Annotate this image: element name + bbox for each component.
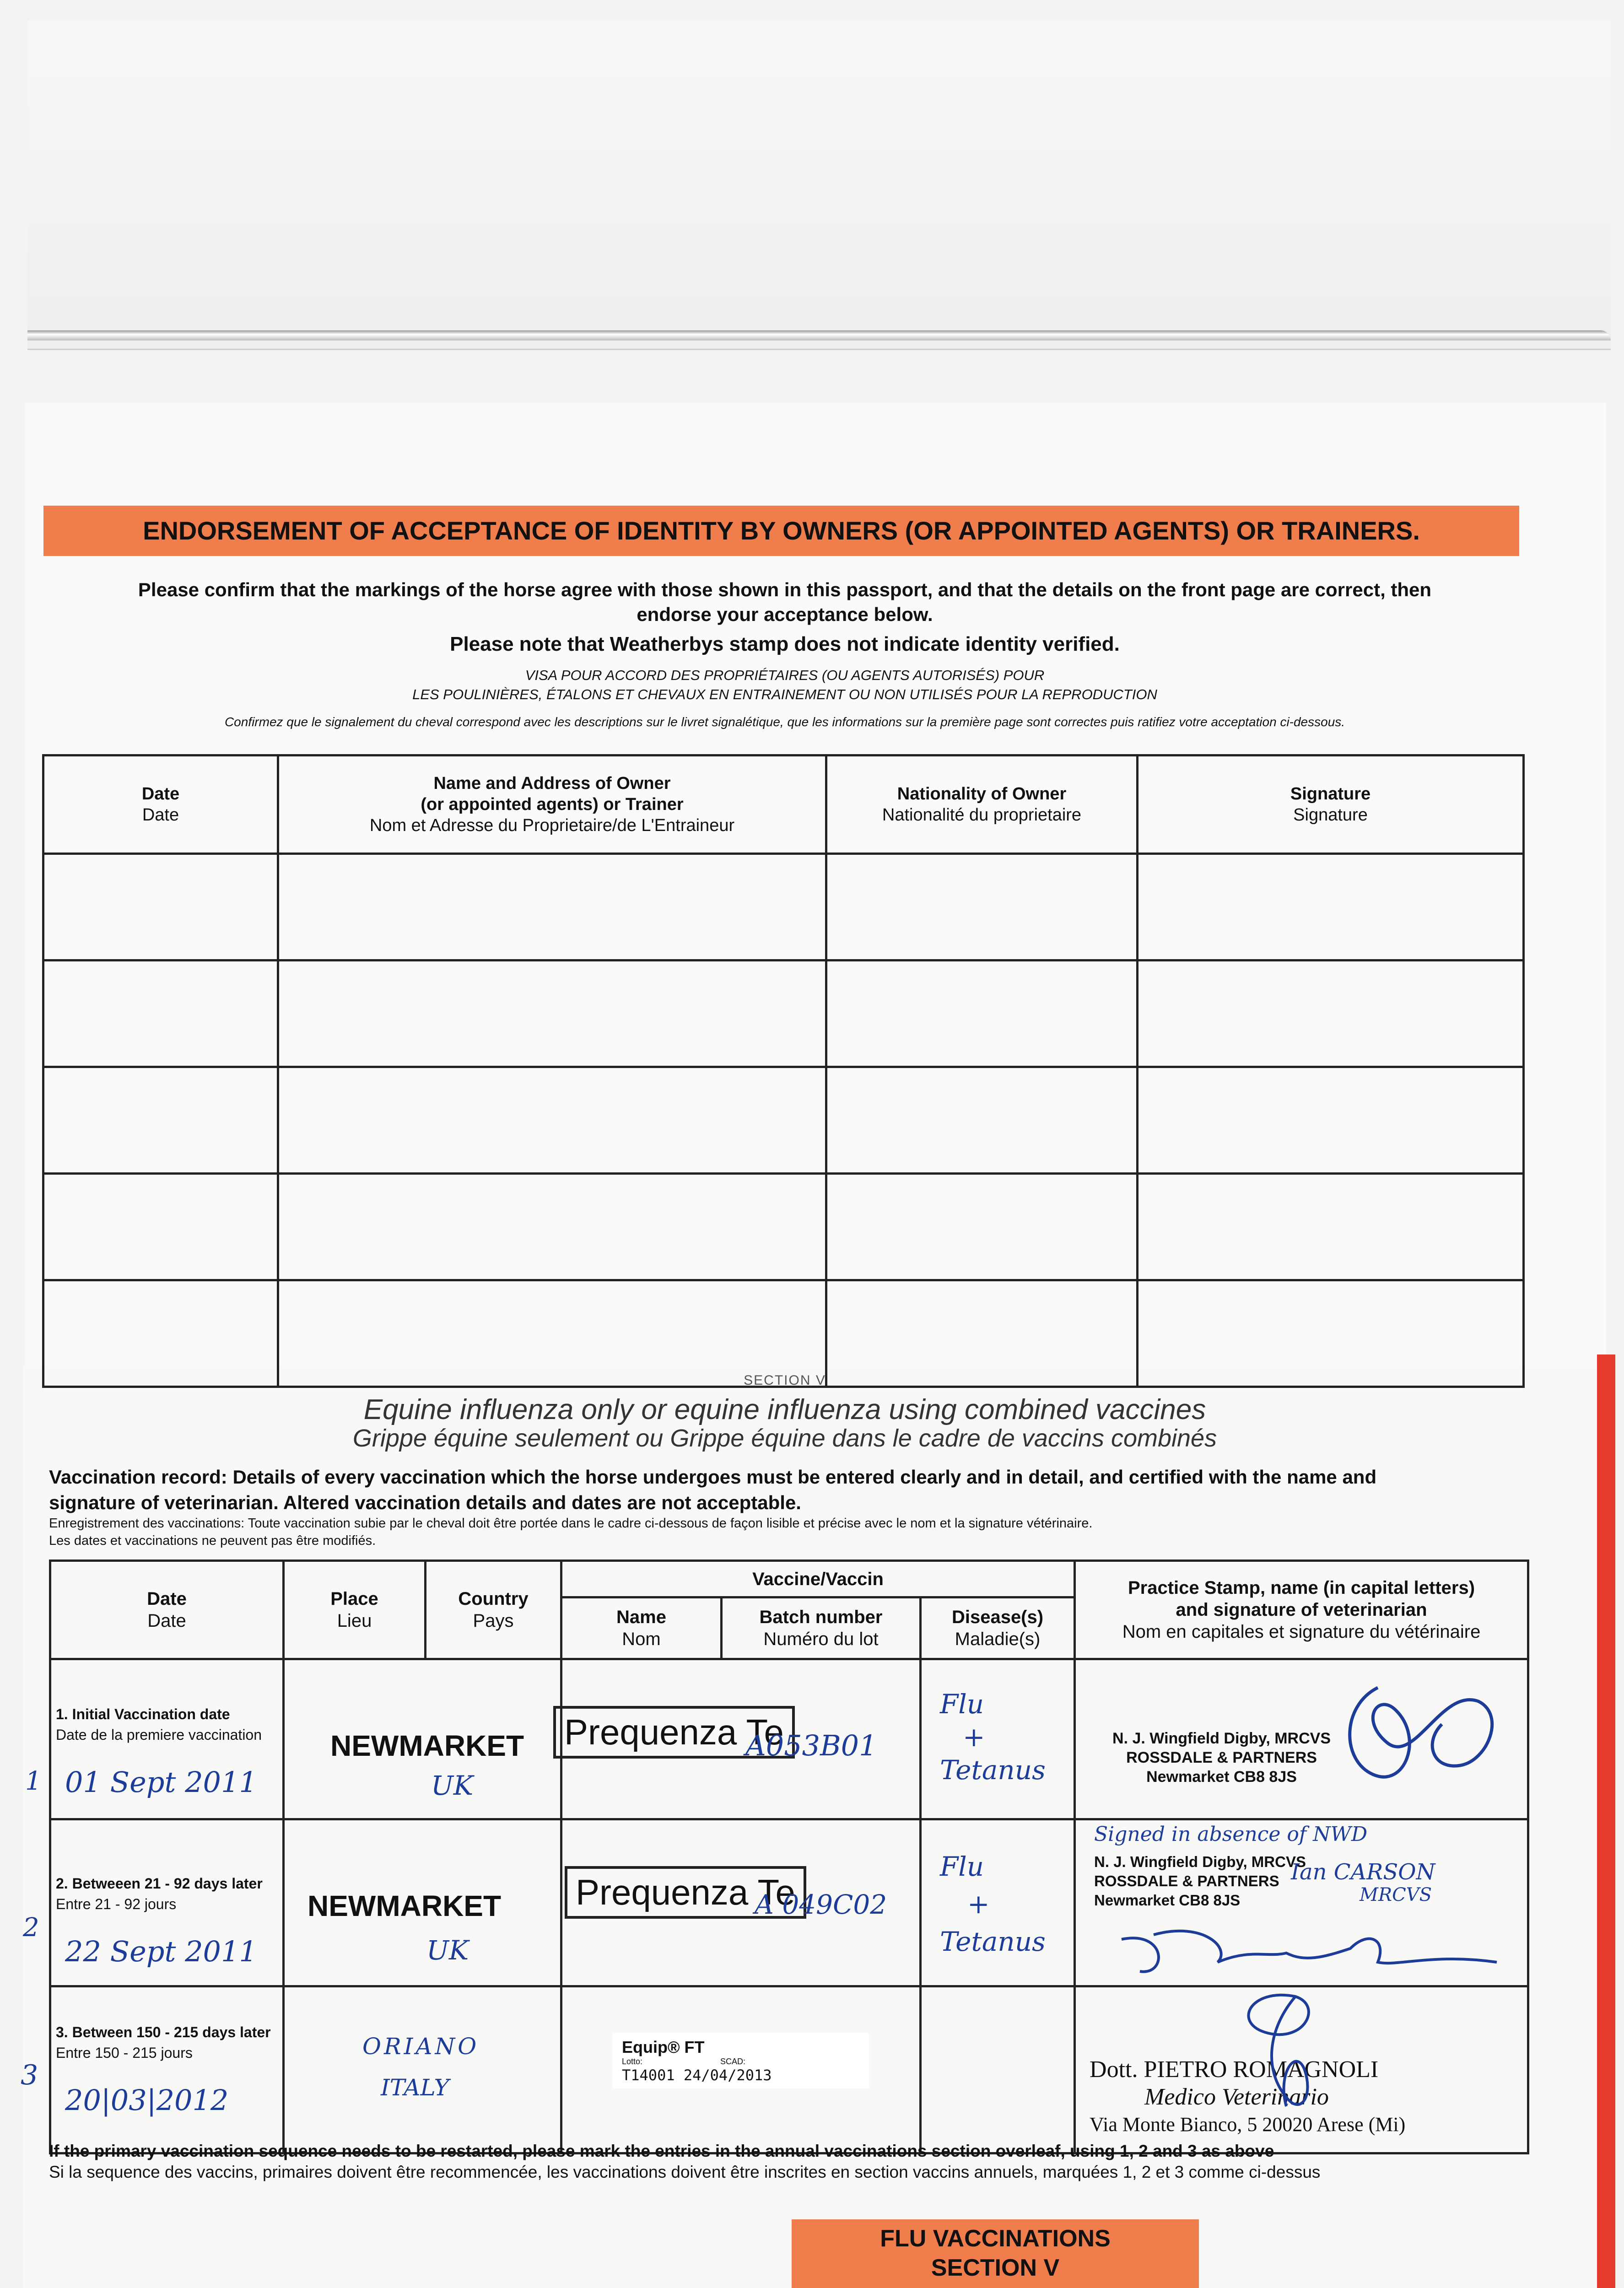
col-nationality: Nationality of Owner Nationalité du proprietaire: [826, 755, 1138, 854]
margin-number-2: 2: [23, 1913, 39, 1943]
visa-line-2: LES POULINIÈRES, ÉTALONS ET CHEVAUX EN ENTRAINEMENT OU NON UTILISÉS POUR LA REPRODUCTION: [412, 686, 1157, 702]
vacc-name-batch-cell[interactable]: Prequenza Te A 049C02: [561, 1819, 921, 1986]
vacc-col-date: Date Date: [50, 1561, 284, 1659]
date-cell[interactable]: [43, 854, 278, 961]
french-note: Confirmez que le signalement du cheval correspond avec les descriptions sur le livret signalétique, que les informations sur la première page sont correctes puis ratifiez votre acceptation ci-dessous.: [224, 715, 1345, 729]
instruction-line-1: Please confirm that the markings of the horse agree with those shown in this passport, and that the details on the front page are correct, then: [138, 579, 1432, 600]
vacc-disease-cell[interactable]: Flu + Tetanus: [921, 1819, 1075, 1986]
nationality-cell[interactable]: [826, 1280, 1138, 1387]
visa-line-1: VISA POUR ACCORD DES PROPRIÉTAIRES (OU AGENTS AUTORISÉS) POUR: [525, 667, 1045, 683]
name-cell[interactable]: [278, 854, 826, 961]
vacc-date-cell[interactable]: 1. Initial Vaccination date Date de la premiere vaccination 01 Sept 2011: [50, 1659, 284, 1819]
name-cell[interactable]: [278, 1067, 826, 1174]
vaccination-table: [49, 1560, 1529, 2154]
vacc-header-row-1: [50, 1561, 1528, 1597]
flu-vaccinations-banner: FLU VACCINATIONS SECTION V: [792, 2219, 1199, 2288]
date-cell[interactable]: [43, 1067, 278, 1174]
vacc-place-cell[interactable]: NEWMARKET UK: [284, 1819, 561, 1986]
vacc-col-vaccine: Vaccine/Vaccin: [561, 1561, 1075, 1597]
signature-cell[interactable]: [1138, 1280, 1524, 1387]
vacc-col-place: Place Lieu: [284, 1561, 426, 1659]
signature-cell[interactable]: [1138, 961, 1524, 1067]
vacc-row-1: [50, 1659, 1528, 1819]
date-cell[interactable]: [43, 961, 278, 1067]
name-cell[interactable]: [278, 1280, 826, 1387]
vacc-vet-cell[interactable]: [1075, 1659, 1528, 1819]
footer-note-fr: Si la sequence des vaccins, primaires doivent être recommencée, les vaccinations doivent être inscrites en section vaccins annuels, marquées 1, 2 et 3 comme ci-dessus: [49, 2163, 1321, 2181]
vacc-vet-cell[interactable]: Signed in absence of NWD N. J. Wingfield Digby, MRCVS ROSSDALE & PARTNERS Newmarket CB8 8JS Ian CARSON MRCVS: [1075, 1819, 1528, 1986]
signature-cell[interactable]: [1138, 1067, 1524, 1174]
endorsement-row: [43, 854, 1524, 961]
red-edge: [1597, 1354, 1615, 2288]
vet-stamp: N. J. Wingfield Digby, MRCVS ROSSDALE & PARTNERS Newmarket CB8 8JS: [1094, 1853, 1306, 1909]
endorsement-table: [42, 754, 1525, 1388]
signature-cell[interactable]: [1138, 854, 1524, 961]
vacc-place-cell[interactable]: ORIANO ITALY: [284, 1986, 561, 2153]
endorsement-row: [43, 1280, 1524, 1387]
vet-stamp: N. J. Wingfield Digby, MRCVS ROSSDALE & PARTNERS Newmarket CB8 8JS: [1112, 1730, 1331, 1786]
nationality-cell[interactable]: [826, 854, 1138, 961]
vacc-name-batch-cell[interactable]: Prequenza Te A053B01: [561, 1659, 921, 1819]
name-cell[interactable]: [278, 961, 826, 1067]
nationality-cell[interactable]: [826, 961, 1138, 1067]
instruction-line-2: endorse your acceptance below.: [637, 604, 933, 625]
margin-number-1: 1: [25, 1766, 42, 1796]
vacc-col-name: Name Nom: [561, 1597, 722, 1659]
col-signature: Signature Signature: [1138, 755, 1524, 854]
vacc-row-2: [50, 1819, 1528, 1986]
nationality-cell[interactable]: [826, 1067, 1138, 1174]
col-name-address: Name and Address of Owner (or appointed agents) or Trainer Nom et Adresse du Proprietaire/de L'Entraineur: [278, 755, 826, 854]
section-title-en: Equine influenza only or equine influenza using combined vaccines: [363, 1394, 1206, 1425]
vacc-date-cell[interactable]: 3. Between 150 - 215 days later Entre 150 - 215 jours 20|03|2012: [50, 1986, 284, 2153]
signature-cell[interactable]: [1138, 1174, 1524, 1280]
endorsement-row: [43, 961, 1524, 1067]
vacc-date-cell[interactable]: 2. Betweeen 21 - 92 days later Entre 21 - 92 jours 22 Sept 2011: [50, 1819, 284, 1986]
vacc-col-disease: Disease(s) Maladie(s): [921, 1597, 1075, 1659]
vacc-sticker-cell[interactable]: [561, 1986, 921, 2153]
vaccination-record-text: Vaccination record: Details of every vaccination which the horse undergoes must be entered clearly and in detail, and certified with the name and signature of veterinarian. Altered vaccination details and dates are not acceptable.: [49, 1466, 1377, 1513]
vet-signature-1: [1323, 1669, 1515, 1807]
vacc-col-country: Country Pays: [426, 1561, 561, 1659]
vacc-col-batch: Batch number Numéro du lot: [722, 1597, 921, 1659]
col-date: Date Date: [43, 755, 278, 854]
vacc-vet-cell[interactable]: [1075, 1986, 1528, 2153]
vacc-col-practice: Practice Stamp, name (in capital letters) and signature of veterinarian Nom en capitales et signature du vétérinaire: [1075, 1561, 1528, 1659]
vet-signature-2: [1112, 1912, 1506, 1980]
nationality-cell[interactable]: [826, 1174, 1138, 1280]
vet-stamp: Dott. PIETRO ROMAGNOLI Medico Veterinario Via Monte Bianco, 5 20020 Arese (Mi): [1090, 2056, 1406, 2136]
endorsement-header-row: [43, 755, 1524, 854]
endorsement-row: [43, 1067, 1524, 1174]
vaccine-sticker: Equip® FT Lotto: SCAD: T14001 24/04/2013: [613, 2033, 869, 2088]
endorsement-banner: ENDORSEMENT OF ACCEPTANCE OF IDENTITY BY OWNERS (OR APPOINTED AGENTS) OR TRAINERS.: [43, 506, 1519, 556]
vaccination-record-fr: Enregistrement des vaccinations: Toute vaccination subie par le cheval doit être portée dans le cadre ci-dessous de façon lisible et précise avec le nom et la signature vétérinaire. Les dates et vaccinations ne peuvent pas être modifiés.: [49, 1516, 1093, 1548]
top-sheet: [27, 21, 1611, 350]
date-cell[interactable]: [43, 1174, 278, 1280]
endorsement-row: [43, 1174, 1524, 1280]
vet-signature-3: [1176, 1978, 1405, 2129]
vacc-row-3: [50, 1986, 1528, 2153]
section-title-fr: Grippe équine seulement ou Grippe équine dans le cadre de vaccins combinés: [352, 1425, 1217, 1452]
footer-note-en: If the primary vaccination sequence needs to be restarted, please mark the entries in the annual vaccinations section overleaf, using 1, 2 and 3 as above: [49, 2142, 1274, 2160]
page-edge: [27, 330, 1611, 340]
vacc-disease-cell[interactable]: [921, 1986, 1075, 2153]
name-cell[interactable]: [278, 1174, 826, 1280]
margin-number-3: 3: [21, 2059, 38, 2091]
date-cell[interactable]: [43, 1280, 278, 1387]
vacc-disease-cell[interactable]: Flu + Tetanus: [921, 1659, 1075, 1819]
section-label: SECTION V: [744, 1373, 826, 1388]
instruction-line-3: Please note that Weatherbys stamp does not indicate identity verified.: [450, 633, 1120, 655]
vacc-place-cell[interactable]: NEWMARKET UK: [284, 1659, 561, 1819]
